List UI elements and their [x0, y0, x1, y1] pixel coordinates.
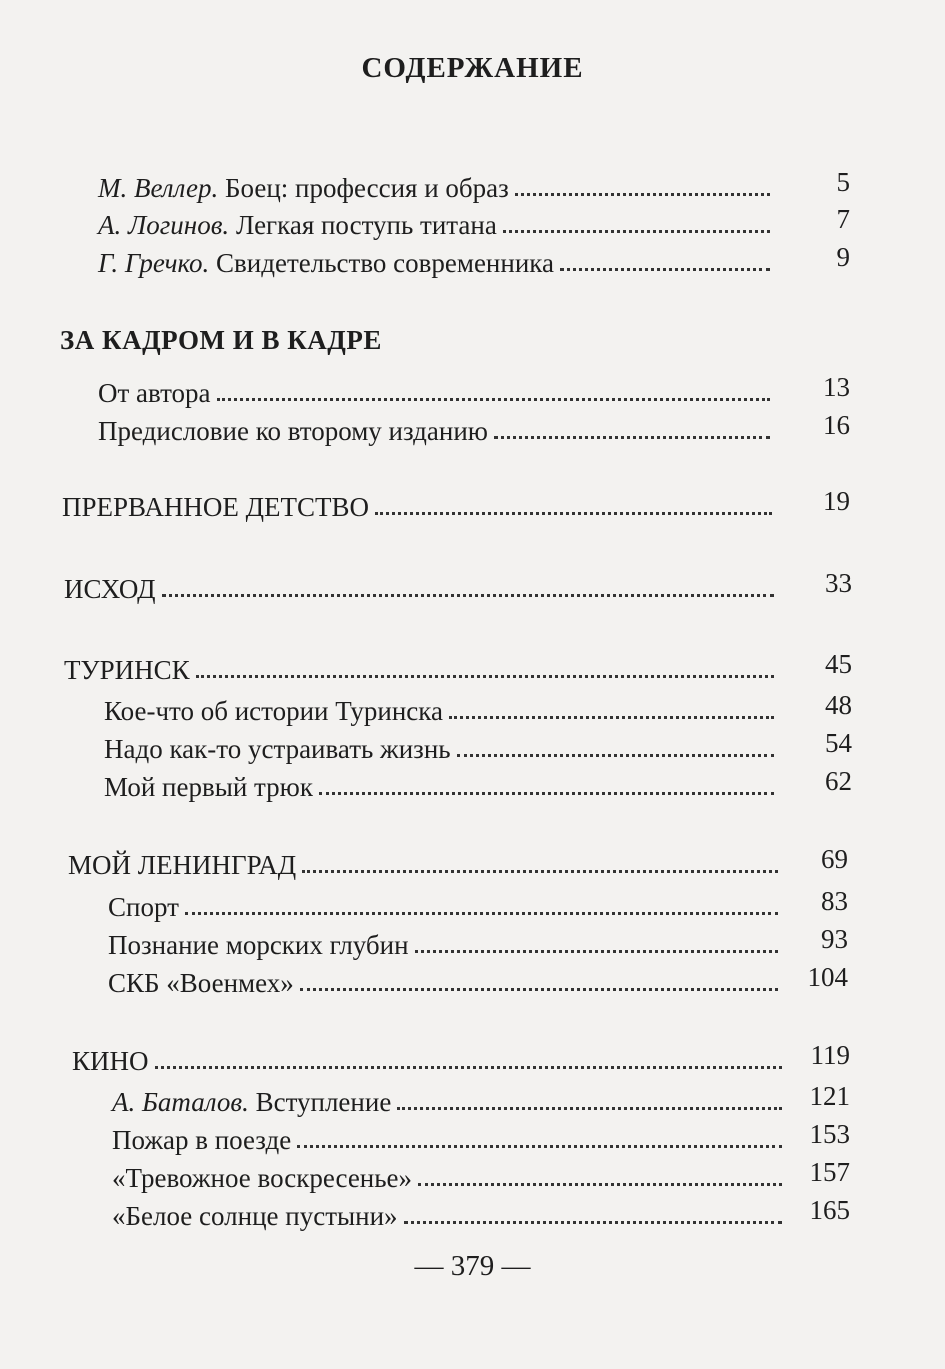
entry-title: Свидетельство современника	[216, 248, 554, 278]
page-title: СОДЕРЖАНИЕ	[361, 52, 584, 84]
leader-dots	[162, 594, 774, 597]
entry-page-number: 5	[836, 167, 850, 197]
entry-page-number: 13	[823, 372, 850, 402]
leader-dots	[297, 1145, 782, 1148]
entry-title: Легкая поступь титана	[235, 210, 497, 240]
entry-page-number: 69	[821, 844, 848, 874]
toc-entry-intro-1	[98, 165, 850, 203]
leader-dots	[404, 1221, 782, 1224]
entry-page-number: 33	[825, 568, 852, 598]
entry-page-number: 153	[809, 1119, 850, 1149]
entry-author: Г. Гречко.	[98, 248, 210, 278]
entry-page-number: 157	[809, 1157, 850, 1187]
page-number-footer: — 379 —	[414, 1250, 531, 1282]
leader-dots	[302, 870, 778, 873]
entry-title: СКБ «Военмех»	[108, 968, 294, 998]
leader-dots	[155, 1066, 782, 1069]
toc-chapter-turinsk	[64, 647, 852, 685]
toc-chapter-kino	[72, 1038, 850, 1076]
leader-dots	[397, 1107, 782, 1110]
entry-title: Спорт	[108, 892, 179, 922]
entry-author: А. Баталов.	[112, 1087, 249, 1117]
leader-dots	[375, 512, 772, 515]
leader-dots	[457, 754, 774, 757]
toc-entry-kino-1	[112, 1079, 850, 1117]
toc-entry-kino-2	[112, 1117, 850, 1155]
toc-entry-turinsk-3	[104, 764, 852, 802]
toc-entry-preface	[98, 408, 850, 446]
leader-dots	[449, 716, 774, 719]
entry-page-number: 165	[809, 1195, 850, 1225]
leader-dots	[300, 988, 778, 991]
leader-dots	[196, 675, 774, 678]
toc-chapter-leningrad	[68, 842, 848, 880]
toc-chapter-interrupted-childhood	[62, 484, 850, 522]
entry-title: Мой первый трюк	[104, 772, 313, 802]
entry-page-number: 93	[821, 924, 848, 954]
chapter-title: ТУРИНСК	[64, 655, 190, 685]
entry-page-number: 19	[823, 486, 850, 516]
entry-page-number: 62	[825, 766, 852, 796]
leader-dots	[418, 1183, 782, 1186]
leader-dots	[503, 230, 770, 233]
toc-entry-intro-2	[98, 202, 850, 240]
entry-title: Вступление	[255, 1087, 392, 1117]
entry-author: М. Веллер.	[98, 173, 219, 203]
toc-entry-kino-4	[112, 1193, 850, 1231]
entry-title: «Тревожное воскресенье»	[112, 1163, 413, 1193]
chapter-title: ИСХОД	[64, 574, 156, 604]
entry-title: Пожар в поезде	[112, 1125, 292, 1155]
entry-page-number: 121	[809, 1081, 850, 1111]
leader-dots	[185, 912, 778, 915]
chapter-title: КИНО	[72, 1046, 149, 1076]
entry-title: Кое-что об истории Туринска	[104, 696, 443, 726]
toc-entry-from-author	[98, 370, 850, 408]
entry-title: Боец: профессия и образ	[225, 173, 509, 203]
toc-entry-intro-3	[98, 240, 850, 278]
entry-title: Познание морских глубин	[108, 930, 409, 960]
toc-entry-turinsk-1	[104, 688, 852, 726]
leader-dots	[217, 398, 770, 401]
entry-page-number: 54	[825, 728, 852, 758]
entry-page-number: 16	[823, 410, 850, 440]
entry-title: Надо как-то устраивать жизнь	[104, 734, 451, 764]
toc-entry-leningrad-1	[108, 884, 848, 922]
section-heading-za-kadrom: ЗА КАДРОМ И В КАДРЕ	[60, 325, 382, 355]
entry-page-number: 7	[836, 204, 850, 234]
chapter-title: ПРЕРВАННОЕ ДЕТСТВО	[62, 492, 369, 522]
entry-page-number: 45	[825, 649, 852, 679]
entry-author: А. Логинов.	[98, 210, 230, 240]
entry-page-number: 48	[825, 690, 852, 720]
entry-page-number: 83	[821, 886, 848, 916]
toc-entry-leningrad-2	[108, 922, 848, 960]
leader-dots	[560, 268, 770, 271]
entry-page-number: 104	[807, 962, 848, 992]
entry-title: От автора	[98, 378, 211, 408]
entry-page-number: 119	[810, 1040, 850, 1070]
toc-chapter-exodus	[64, 566, 852, 604]
entry-page-number: 9	[836, 242, 850, 272]
toc-entry-turinsk-2	[104, 726, 852, 764]
leader-dots	[515, 193, 770, 196]
chapter-title: МОЙ ЛЕНИНГРАД	[68, 850, 297, 880]
leader-dots	[415, 950, 778, 953]
toc-entry-kino-3	[112, 1155, 850, 1193]
toc-entry-leningrad-3	[108, 960, 848, 998]
leader-dots	[319, 792, 774, 795]
entry-title: Предисловие ко второму изданию	[98, 416, 488, 446]
leader-dots	[494, 436, 770, 439]
entry-title: «Белое солнце пустыни»	[112, 1201, 398, 1231]
